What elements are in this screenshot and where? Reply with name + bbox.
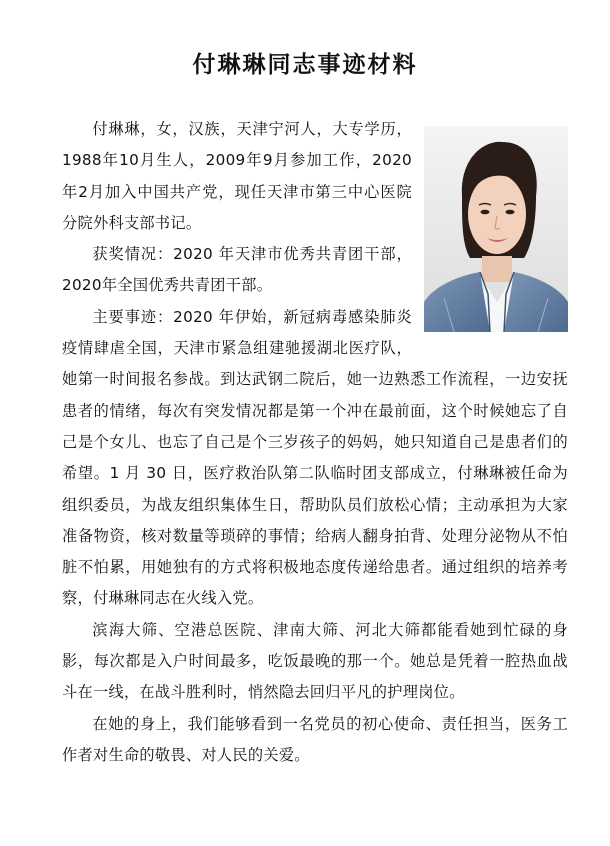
closing-paragraph: 在她的身上，我们能够看到一名党员的初心使命、责任担当，医务工作者对生命的敬畏、对人民的关爱。 xyxy=(62,714,568,764)
main-deeds-paragraph: 主要事迹：2020 年伊始，新冠病毒感染肺炎疫情肆虐全国，天津市紧急组建驰援湖北医疗队，她第一时间报名参战。到达武钢二院后，她一边熟悉工作流程，一边安抚患者的情绪，每次有突发情况都是第一个冲在最前面，这个时候她忘了自己是个女儿、也忘了自己是个三岁孩子的妈妈，她只知道自己是患者们的希望。1 月 30 日，医疗救治队第二队临时团支部成立，付琳琳被任命为组织委员，为战友组织集体生日，帮助队员们放松心情；主动承担为大家准备物资，核对数量等琐碎的事情；给病人翻身拍背、处理分泌物从不怕脏不怕累，用她独有的方式将积极地态度传递给患者。通过组织的培养考察，付琳琳同志在火线入党。 xyxy=(62,307,568,608)
article-body xyxy=(62,114,568,771)
page-title: 付琳琳同志事迹材料 xyxy=(192,52,418,78)
awards-paragraph: 获奖情况：2020 年天津市优秀共青团干部，2020年全国优秀共青团干部。 xyxy=(62,245,412,295)
community-work-paragraph: 滨海大筛、空港总医院、津南大筛、河北大筛都能看她到忙碌的身影，每次都是入户时间最多，吃饭最晚的那一个。她总是凭着一腔热血战斗在一线，在战斗胜利时，悄然隐去回归平凡的护理岗位。 xyxy=(62,620,568,702)
intro-paragraph: 付琳琳，女，汉族，天津宁河人，大专学历，1988年10月生人，2009年9月参加工作，2020年2月加入中国共产党，现任天津市第三中心医院分院外科支部书记。 xyxy=(62,120,412,232)
portrait-photo xyxy=(424,126,568,332)
